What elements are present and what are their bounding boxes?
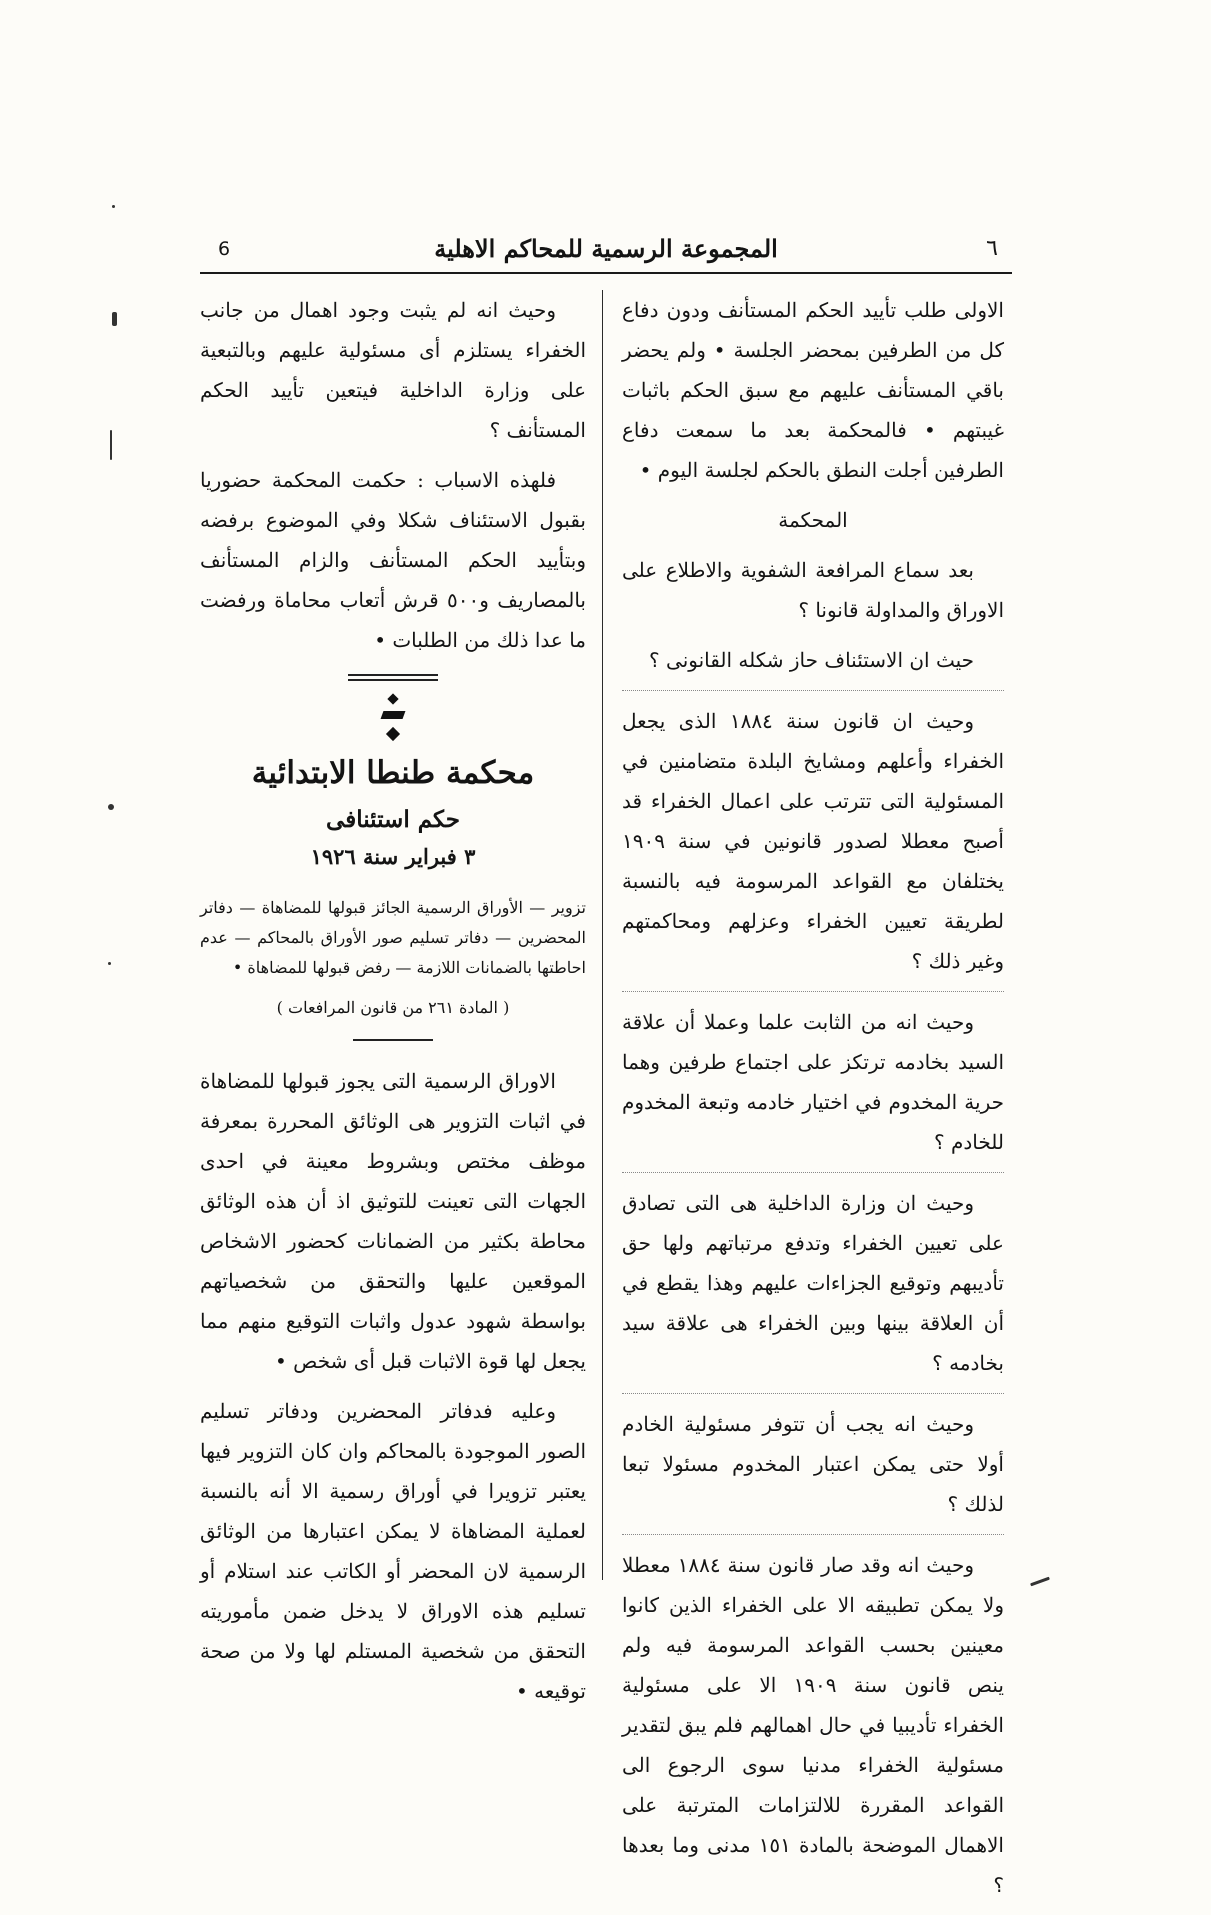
right-paragraph-7: وحيث انه وقد صار قانون سنة ١٨٨٤ معطلا ولا يمكن تطبيقه الا على الخفراء الذين كانوا معينين بحسب القواعد المرسومة فيه ولم ينص قانون سنة ١٩٠٩ الا على مسئولية الخفراء تأديبيا في حال اهمالهم فلم يبق لتقدير مسئولية الخفراء مدنيا سوى الرجوع الى القواعد المقررة للالتزامات المترتبة على الاهمال الموضحة بالمادة ١٥١ مدنى وما بعدها ؟ bbox=[622, 1553, 1004, 1897]
principle-paragraph-2: وعليه فدفاتر المحضرين ودفاتر تسليم الصور الموجودة بالمحاكم وان كان التزوير فيها يعتبر تزويرا في أوراق رسمية الا أنه بالنسبة لعملية المضاهاة لا يمكن اعتبارها من الوثائق الرسمية لان المحضر أو الكاتب عند استلام أو تسليم هذه الاوراق لا يدخل ضمن مأموريته التحقق من شخصية المستلم لها ولا من صحة توقيعه • bbox=[200, 1399, 586, 1703]
article-reference: ( المادة ٢٦١ من قانون المرافعات ) bbox=[276, 998, 510, 1017]
page-number-latin: 6 bbox=[218, 238, 231, 260]
principle-paragraph-1: الاوراق الرسمية التى يجوز قبولها للمضاهاة في اثبات التزوير هى الوثائق المحررة بمعرفة موظف مختص وبشروط معينة في احدى الجهات التى تعينت للتوثيق اذ أن هذه الوثائق محاطة بكثير من الضمانات كحضور الاشخاص الموقعين عليها والتحقق من شخصياتهم بواسطة شهود عدول واثبات التوقيع منهم مما يجعل لها قوة الاثبات قبل أى شخص • bbox=[200, 1069, 586, 1373]
judgment-date: ٣ فبراير سنة ١٩٢٦ bbox=[310, 844, 476, 869]
verdict-paragraph: فلهذه الاسباب : حكمت المحكمة حضوريا بقبول الاستئناف شكلا وفي الموضوع برفضه وبتأييد الحكم المستأنف والزام المستأنف بالمصاريف و٥٠٠ قرش أتعاب محاماة ورفضت ما عدا ذلك من الطلبات • bbox=[200, 468, 586, 652]
dotted-separator bbox=[622, 1534, 1004, 1535]
judgment-type-heading: حكم استئنافى bbox=[326, 806, 460, 833]
right-intro-paragraph: الاولى طلب تأييد الحكم المستأنف ودون دفاع كل من الطرفين بمحضر الجلسة • ولم يحضر باقي المستأنف عليهم مع سبق الحكم باثبات غيبتهم • فالمحكمة بعد ما سمعت دفاع الطرفين أجلت النطق بالحكم لجلسة اليوم • bbox=[622, 298, 1004, 482]
double-rule bbox=[348, 674, 438, 681]
court-section-heading: المحكمة bbox=[778, 508, 848, 532]
summary-keywords: تزوير — الأوراق الرسمية الجائز قبولها للمضاهاة — دفاتر المحضرين — دفاتر تسليم صور الأوراق بالمحاكم — عدم احاطتها بالضمانات اللازمة — رفض قبولها للمضاهاة • bbox=[200, 898, 586, 977]
dotted-separator bbox=[622, 690, 1004, 691]
column-divider bbox=[602, 290, 603, 1580]
journal-title: المجموعة الرسمية للمحاكم الاهلية bbox=[434, 234, 778, 263]
right-paragraph-5: وحيث ان وزارة الداخلية هى التى تصادق على تعيين الخفراء وتدفع مرتباتهم ولها حق تأديبهم وتوقيع الجزاءات عليهم وهذا يقطع في أن العلاقة بينها وبين الخفراء هى علاقة سيد بخادمه ؟ bbox=[622, 1191, 1004, 1375]
left-paragraph-1: وحيث انه لم يثبت وجود اهمال من جانب الخفراء يستلزم أى مسئولية عليهم وبالتبعية على وزارة الداخلية فيتعين تأييد الحكم المستأنف ؟ bbox=[200, 298, 586, 442]
single-rule bbox=[353, 1039, 433, 1041]
right-paragraph-2: حيث ان الاستئناف حاز شكله القانونى ؟ bbox=[649, 648, 974, 672]
court-name-heading: محكمة طنطا الابتدائية bbox=[251, 755, 535, 791]
page-number-arabic: ٦ bbox=[986, 236, 998, 261]
dotted-separator bbox=[622, 1393, 1004, 1394]
right-paragraph-6: وحيث انه يجب أن تتوفر مسئولية الخادم أولا حتى يمكن اعتبار المخدوم مسئولا تبعا لذلك ؟ bbox=[622, 1412, 1004, 1516]
running-header bbox=[200, 232, 1012, 274]
right-paragraph-4: وحيث انه من الثابت علما وعملا أن علاقة السيد بخادمه ترتكز على اجتماع طرفين وهما حرية المخدوم في اختيار خادمه وتبعة المخدوم للخادم ؟ bbox=[622, 1010, 1004, 1154]
right-column bbox=[622, 290, 1004, 1915]
dotted-separator bbox=[622, 1172, 1004, 1173]
left-column bbox=[200, 290, 586, 1721]
right-paragraph-3: وحيث ان قانون سنة ١٨٨٤ الذى يجعل الخفراء وأعلهم ومشايخ البلدة متضامنين في المسئولية التى تترتب على اعمال الخفراء قد أصبح معطلا لصدور قانونين في سنة ١٩٠٩ يختلفان مع القواعد المرسومة فيه بالنسبة لطريقة تعيين الخفراء وعزلهم ومحاكمتهم وغير ذلك ؟ bbox=[622, 709, 1004, 973]
dotted-separator bbox=[622, 991, 1004, 992]
right-paragraph-1: بعد سماع المرافعة الشفوية والاطلاع على الاوراق والمداولة قانونا ؟ bbox=[622, 558, 1004, 622]
ornament-icon bbox=[373, 695, 413, 747]
